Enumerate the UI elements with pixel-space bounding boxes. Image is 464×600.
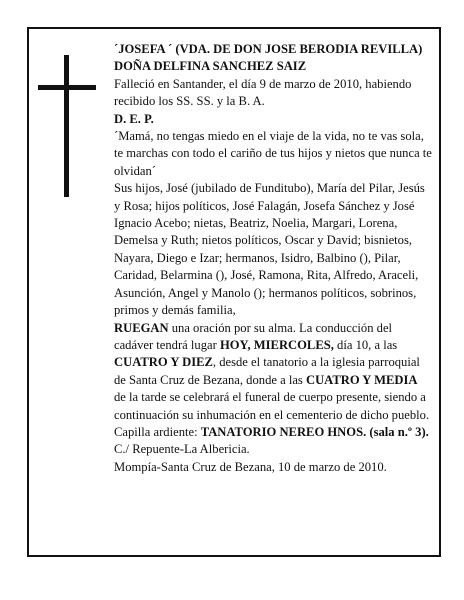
- funeral-time: CUATRO Y MEDIA: [305, 372, 418, 387]
- cross-horizontal-bar: [38, 85, 96, 90]
- funeral-text-1: una oración por su alma. La conducción del cadáver tendrá lugar: [114, 320, 393, 352]
- funeral-text-3: , desde el tanatorio a la iglesia parroquial de Santa Cruz de Bezana, donde a las: [114, 355, 420, 387]
- deceased-name: ´JOSEFA ´ (VDA. DE DON JOSE BERODIA REVILLA): [114, 42, 423, 56]
- family-list: Sus hijos, José (jubilado de Funditubo), María del Pilar, Jesús y Rosa; hijos políticos, José Falagán, Josefa Sánchez y José Ignacio Acebo; nietas, Beatriz, Noelia, Margari, Lorena, Demelsa y Ruth; nietos políticos, Oscar y David; bisnietos, Nayara, Diego e Izar; hermanos, Isidro, Balbino (), Pilar, Caridad, Belarmina (), José, Ramona, Rita, Alfredo, Araceli, Asunción, Angel y Manolo (); hermanos políticos, sobrinos, primos y demás familia,: [114, 181, 425, 318]
- ruegan-word: RUEGAN: [114, 320, 169, 335]
- death-notice: Falleció en Santander, el día 9 de marzo de 2010, habiendo recibido los SS. SS. y la B. A.: [114, 76, 412, 109]
- chapel-address: C./ Repuente-La Albericia.: [114, 442, 250, 457]
- place-date: Mompía-Santa Cruz de Bezana, 10 de marzo de 2010.: [114, 459, 387, 474]
- farewell-quote: ´Mamá, no tengas miedo en el viaje de la vida, no te vas sola, te marchas con todo el cariño de tus hijos y nietos que nunca te olvidan´: [114, 129, 432, 178]
- dep-line: D. E. P.: [114, 111, 154, 126]
- departure-time: CUATRO Y DIEZ: [114, 355, 213, 370]
- chapel-name: TANATORIO NEREO HNOS. (sala n.º 3).: [200, 424, 429, 439]
- funeral-text-2: día 10, a las: [333, 337, 398, 352]
- cross-vertical-bar: [64, 55, 69, 197]
- funeral-details: [114, 320, 432, 459]
- funeral-text-4: de la tarde se celebrará el funeral de cuerpo presente, siendo a continuación su inhumación en el cementerio de dicho pueblo. Capilla ardiente:: [114, 390, 430, 439]
- funeral-day: HOY, MIERCOLES,: [219, 337, 334, 352]
- deceased-full-name: DOÑA DELFINA SANCHEZ SAIZ: [114, 59, 307, 74]
- obituary-text: [114, 41, 432, 476]
